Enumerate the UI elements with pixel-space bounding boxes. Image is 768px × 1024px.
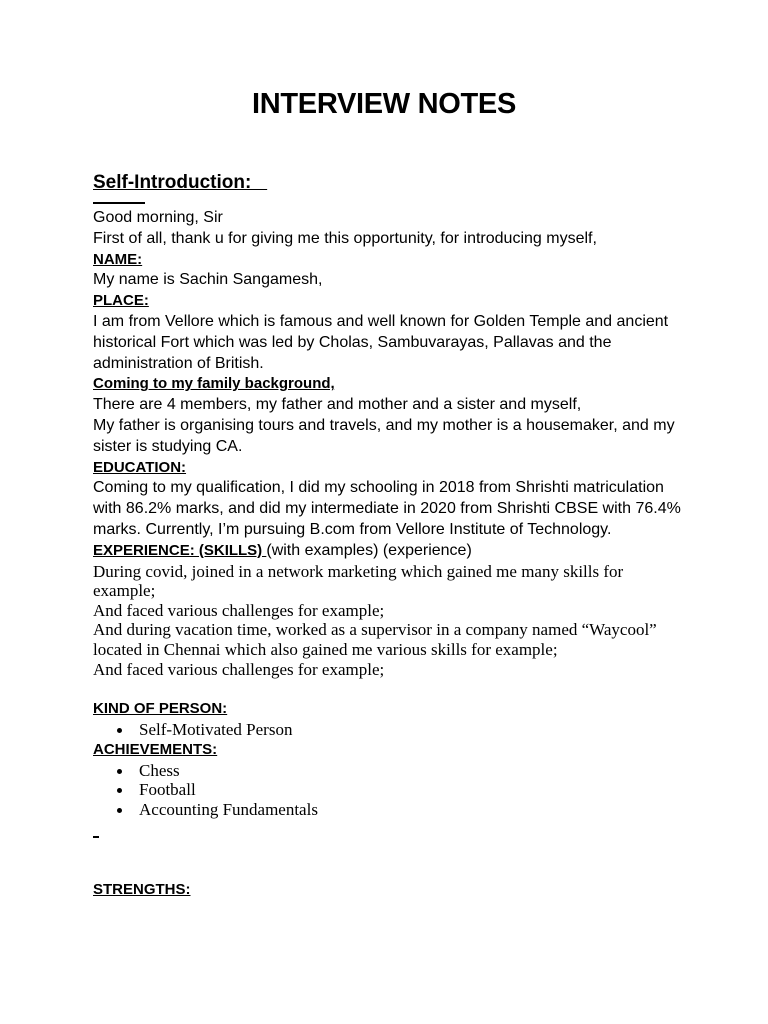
list-item: Self-Motivated Person xyxy=(115,720,683,740)
family-text-occupations: My father is organising tours and travels, and my mother is a housemaker, and my sister is studying CA. xyxy=(93,416,675,455)
place-text: I am from Vellore which is famous and well known for Golden Temple and ancient historical Fort which was led by Cholas, Sambuvarayas, Pallavas and the administration of British. xyxy=(93,312,669,372)
place-label: PLACE: xyxy=(93,292,149,310)
family-label: Coming to my family background, xyxy=(93,375,335,393)
list-item: Accounting Fundamentals xyxy=(115,800,683,820)
list-item: Football xyxy=(115,780,683,800)
name-text: My name is Sachin Sangamesh, xyxy=(93,271,323,289)
experience-line-2: And faced various challenges for example; xyxy=(93,600,385,620)
experience-label: EXPERIENCE: (SKILLS) xyxy=(93,541,267,559)
experience-line-4: And faced various challenges for example; xyxy=(93,659,385,679)
blank-line xyxy=(93,679,683,699)
thanks-line: First of all, thank u for giving me this opportunity, for introducing myself, xyxy=(93,229,597,247)
self-introduction-heading: Self-Introduction: xyxy=(93,172,268,193)
underline-mark xyxy=(93,836,99,838)
family-text-members: There are 4 members, my father and mother and a sister and myself, xyxy=(93,396,582,414)
strengths-label: STRENGTHS: xyxy=(93,880,191,898)
education-text: Coming to my qualification, I did my schooling in 2018 from Shrishti matriculation with 86.2% marks, and did my intermediate in 2020 from Shrishti CBSE with 76.4% marks. Currently, I’m pursuing B.com from Vellore Institute of Technology. xyxy=(93,479,681,538)
achievements-label: ACHIEVEMENTS: xyxy=(93,740,218,758)
list-item: Chess xyxy=(115,761,683,781)
document-title: INTERVIEW NOTES xyxy=(251,88,517,120)
experience-suffix: (with examples) (experience) xyxy=(266,541,472,559)
education-label: EDUCATION: xyxy=(93,458,187,476)
kind-of-person-label: KIND OF PERSON: xyxy=(93,700,228,718)
experience-heading-row xyxy=(93,541,683,562)
greeting-line: Good morning, Sir xyxy=(93,209,223,226)
kind-of-person-list xyxy=(93,720,683,740)
achievements-list xyxy=(93,761,683,820)
experience-line-1: During covid, joined in a network marketing which gained me many skills for example; xyxy=(93,561,624,601)
heading-underline-rule xyxy=(93,202,145,204)
experience-line-3: And during vacation time, worked as a supervisor in a company named “Waycool” located in Chennai which also gained me various skills for example; xyxy=(93,620,657,659)
name-label: NAME: xyxy=(93,250,143,268)
document-body xyxy=(93,170,683,901)
